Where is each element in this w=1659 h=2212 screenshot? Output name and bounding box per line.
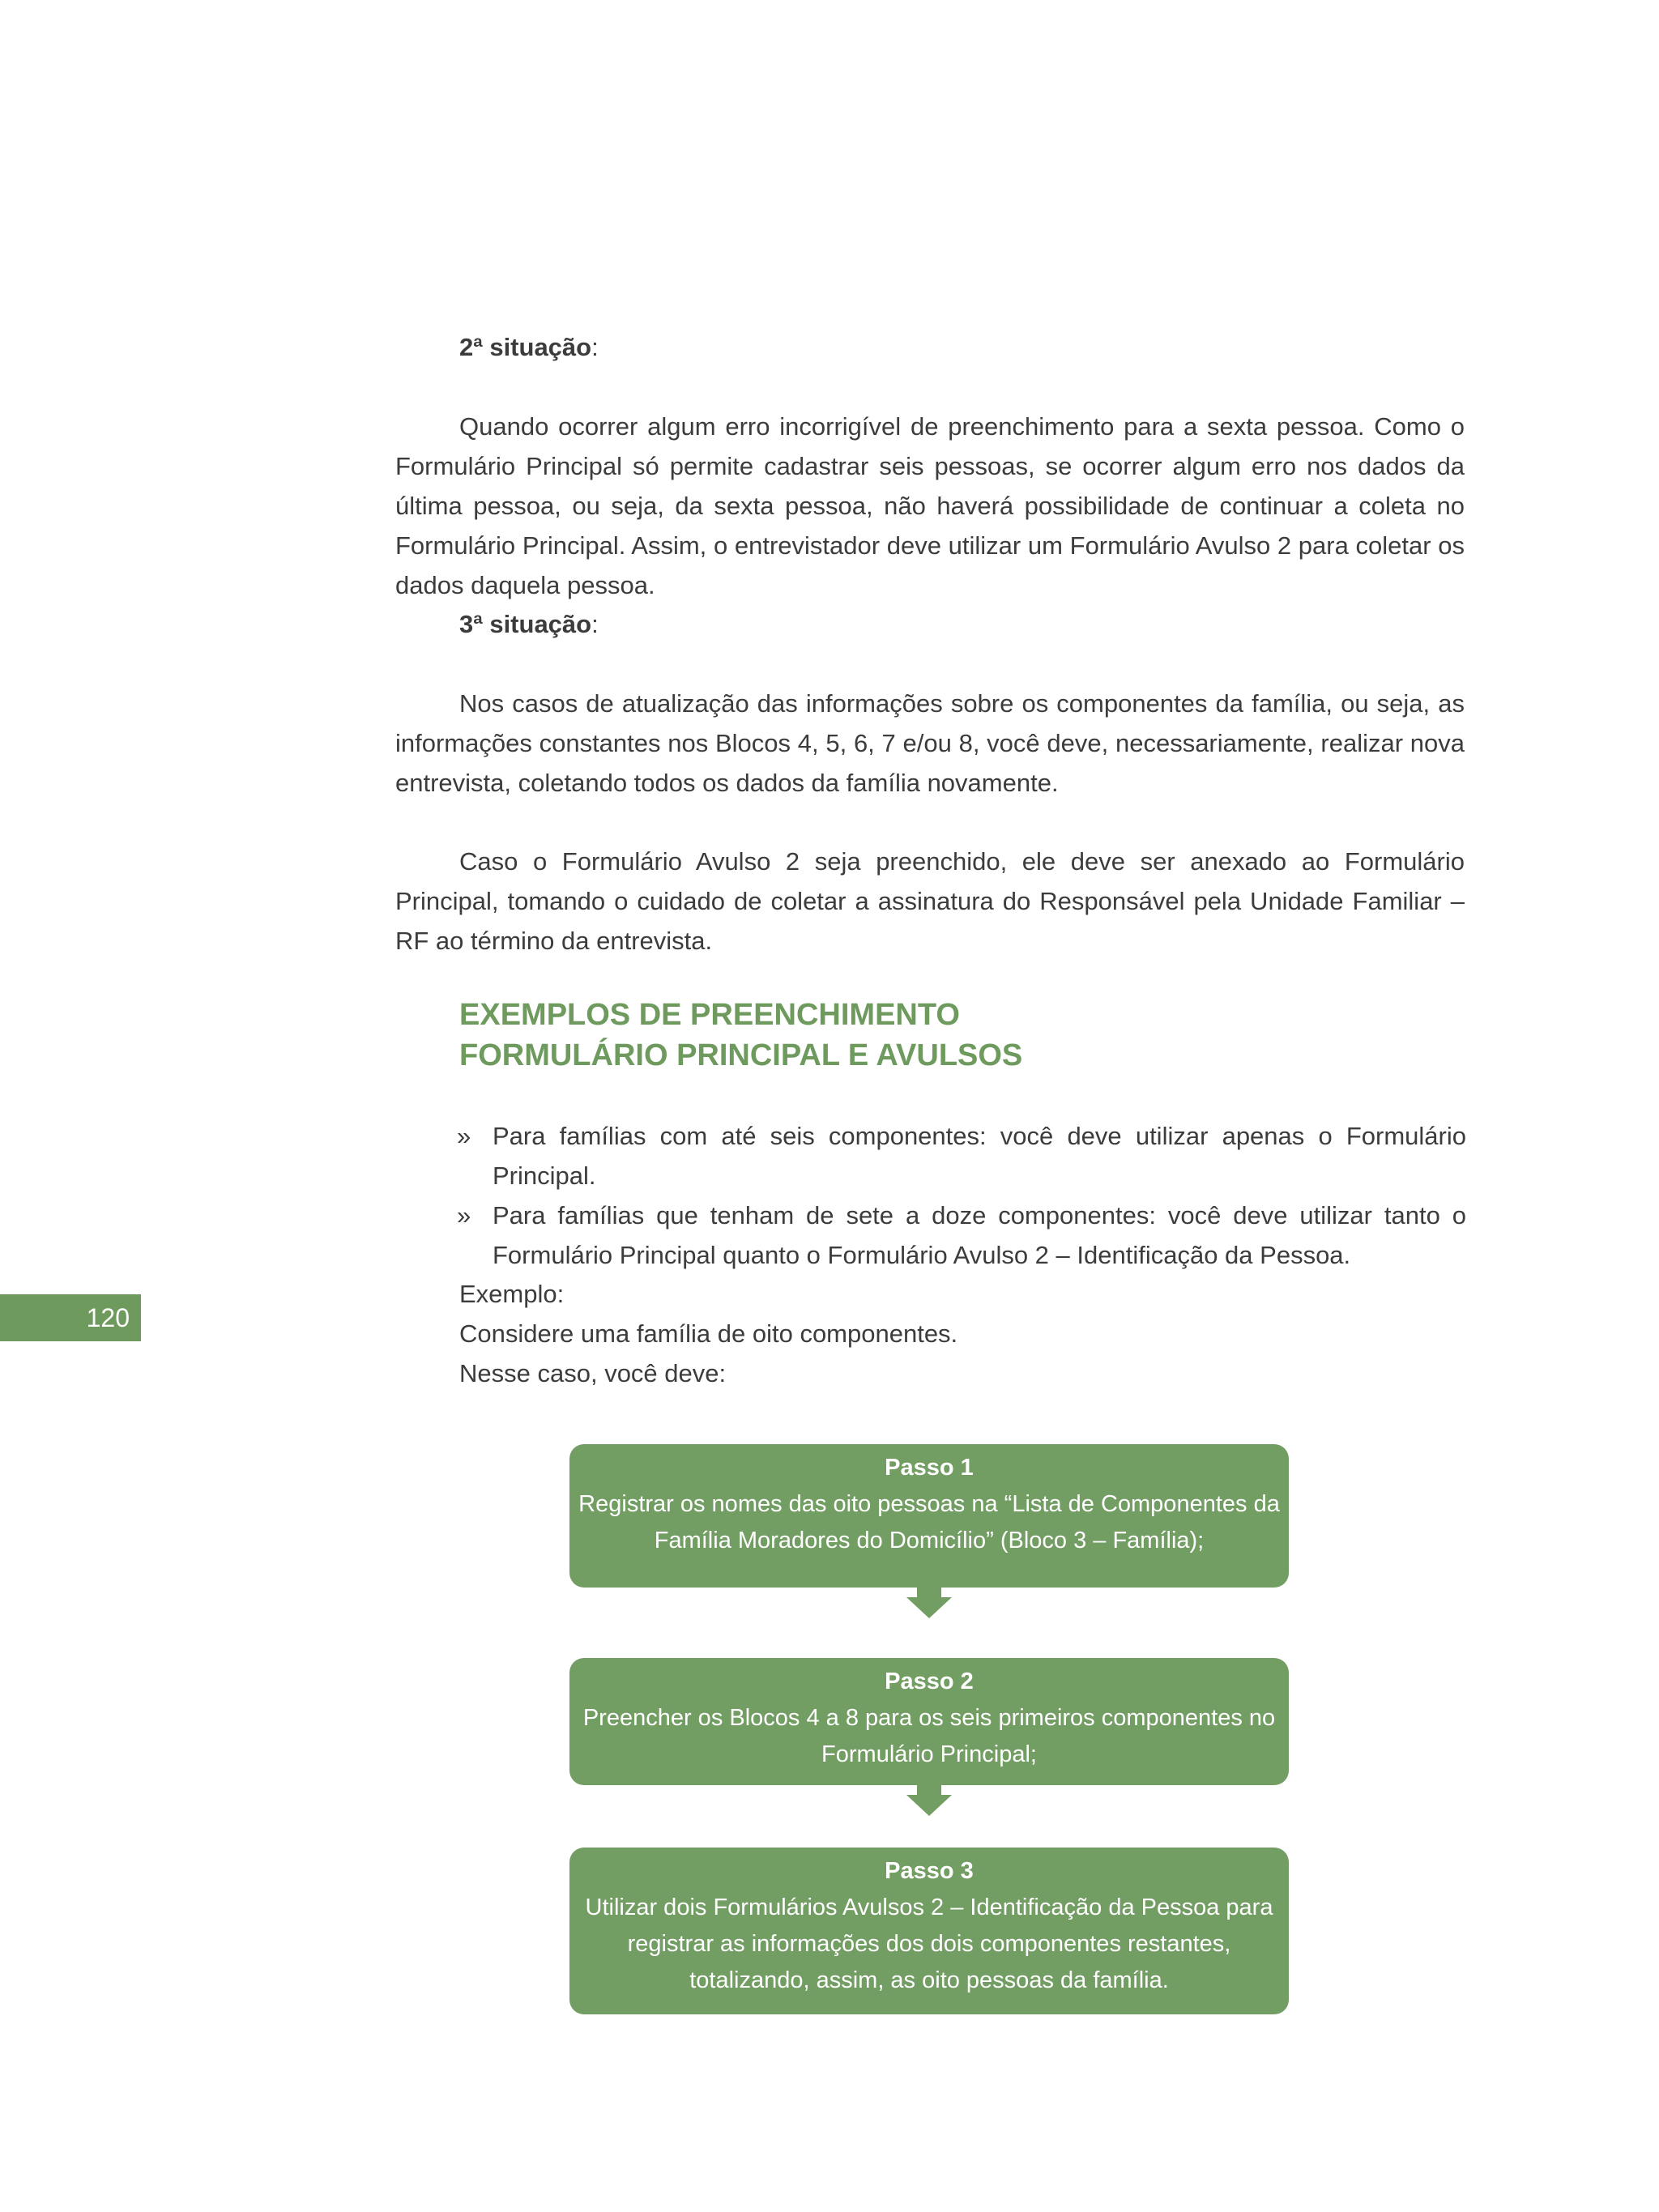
step-1-text: Registrar os nomes das oito pessoas na “Lista de Componentes da Família Moradores do Domicílio” (Bloco 3 – Família); [578,1491,1280,1554]
section-title-line-2: FORMULÁRIO PRINCIPAL E AVULSOS [459,1038,1023,1072]
step-2-title: Passo 2 [885,1669,974,1694]
list-item [454,1196,1466,1275]
situacao-3-body [395,684,1465,803]
arrow-2-stem [917,1785,941,1795]
situacao-3-paragraph-2: Caso o Formulário Avulso 2 seja preenchido, ele deve ser anexado ao Formulário Principal, tomando o cuidado de coletar a assinatura do Responsável pela Unidade Familiar – RF ao término da entrevista. [395,847,1465,955]
step-2-text: Preencher os Blocos 4 a 8 para os seis primeiros componentes no Formulário Principal; [582,1705,1276,1767]
step-1-title: Passo 1 [885,1455,974,1481]
situacao-2-heading [459,327,599,367]
step-3-text: Utilizar dois Formulários Avulsos 2 – Identificação da Pessoa para registrar as informações dos dois componentes restantes, totalizando, assim, as oito pessoas da família. [585,1894,1273,1993]
situacao-3-body-2 [395,842,1465,961]
situacao-2-paragraph: Quando ocorrer algum erro incorrigível de preenchimento para a sexta pessoa. Como o Formulário Principal só permite cadastrar seis pessoas, se ocorrer algum erro nos dados da última pessoa, ou seja, da sexta pessoa, não haverá possibilidade de continuar a coleta no Formulário Principal. Assim, o entrevistador deve utilizar um Formulário Avulso 2 para coletar os dados daquela pessoa. [395,412,1465,599]
bullet-text-1: Para famílias com até seis componentes: você deve utilizar apenas o Formulário Principal. [493,1122,1466,1190]
step-2-box [569,1658,1289,1785]
bullet-marker-icon: » [457,1201,471,1230]
bullet-list [454,1116,1466,1275]
bullet-marker-icon: » [457,1122,471,1150]
down-arrow-icon [906,1597,952,1618]
situacao-3-heading-colon: : [591,610,599,638]
example-line-2: Considere uma família de oito componentes. [459,1319,958,1348]
step-1-box [569,1444,1289,1588]
arrow-1-stem [917,1588,941,1597]
step-3-box [569,1848,1289,2014]
situacao-2-heading-colon: : [591,333,599,361]
section-title [459,995,1022,1076]
example-block [459,1274,957,1393]
situacao-3-paragraph-1: Nos casos de atualização das informações sobre os componentes da família, ou seja, as informações constantes nos Blocos 4, 5, 6, 7 e/ou 8, você deve, necessariamente, realizar nova entrevista, coletando todos os dados da família novamente. [395,689,1465,797]
situacao-2-body [395,407,1465,605]
step-3-title: Passo 3 [885,1858,974,1884]
down-arrow-icon [906,1795,952,1816]
example-label: Exemplo: [459,1280,565,1308]
situacao-2-heading-label: 2ª situação [459,333,592,361]
example-line-3: Nesse caso, você deve: [459,1359,727,1387]
section-title-line-1: EXEMPLOS DE PREENCHIMENTO [459,998,960,1032]
situacao-3-heading [459,604,599,644]
page-number-tab: 120 [0,1294,141,1341]
situacao-3-heading-label: 3ª situação [459,610,592,638]
bullet-text-2: Para famílias que tenham de sete a doze componentes: você deve utilizar tanto o Formulário Principal quanto o Formulário Avulso 2 – Identificação da Pessoa. [493,1201,1466,1269]
list-item [454,1116,1466,1196]
